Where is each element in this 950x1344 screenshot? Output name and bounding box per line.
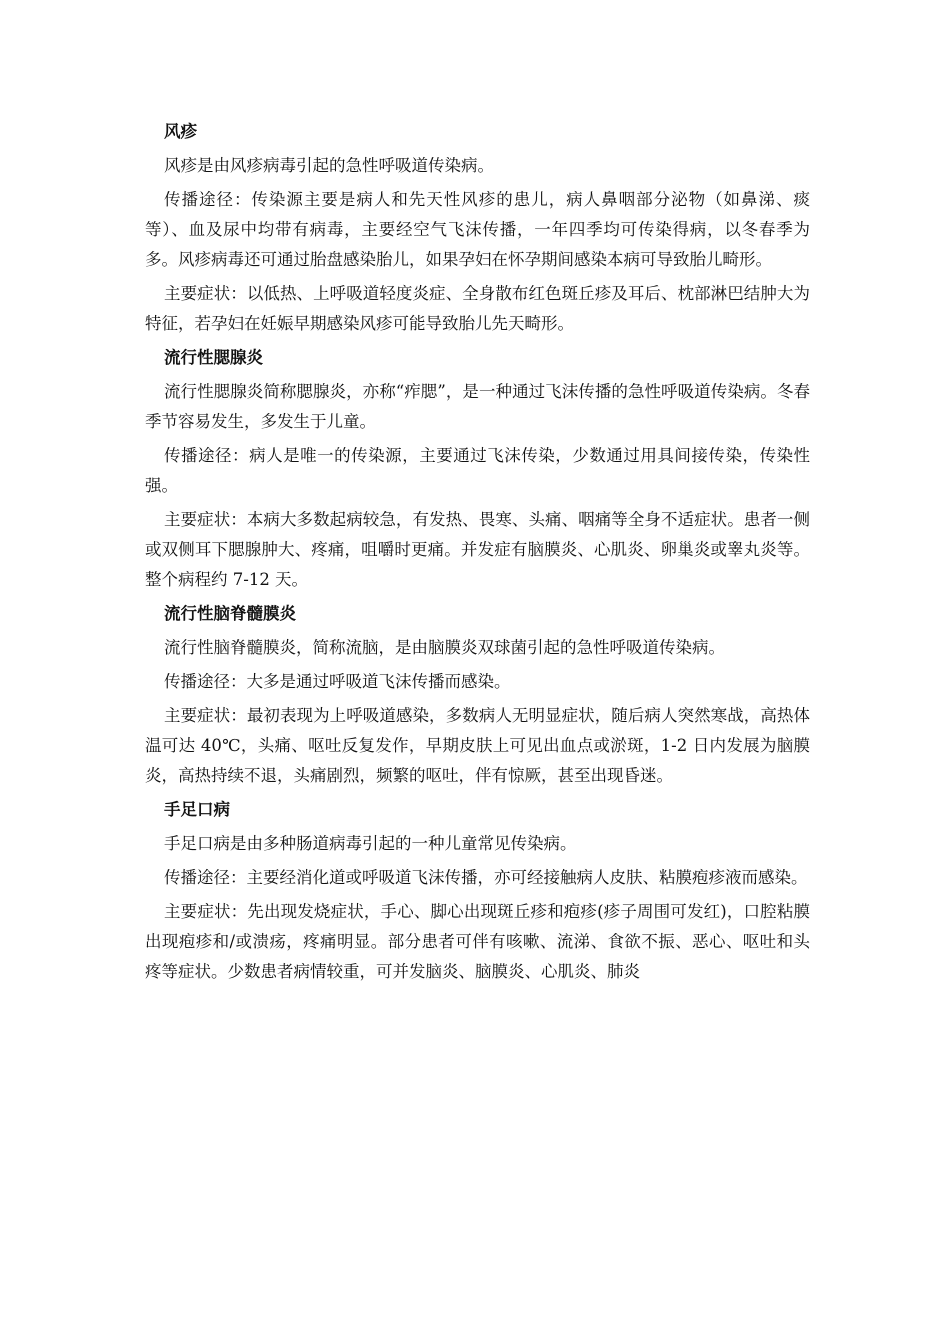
section-intro: 风疹是由风疹病毒引起的急性呼吸道传染病。 (164, 156, 494, 175)
section-rubella (145, 117, 810, 339)
section-intro: 流行性腮腺炎简称腮腺炎，亦称“痄腮”，是一种通过飞沫传播的急性呼吸道传染病。冬春季节容易发生，多发生于儿童。 (145, 382, 810, 431)
section-transmission: 传播途径：主要经消化道或呼吸道飞沫传播，亦可经接触病人皮肤、粘膜疱疹液而感染。 (164, 868, 808, 887)
section-title: 流行性脑脊髓膜炎 (164, 604, 296, 623)
section-title: 流行性腮腺炎 (164, 348, 263, 367)
document-page (145, 117, 810, 991)
section-transmission: 传播途径：大多是通过呼吸道飞沫传播而感染。 (164, 672, 511, 691)
section-intro: 手足口病是由多种肠道病毒引起的一种儿童常见传染病。 (164, 834, 577, 853)
section-symptoms: 主要症状：以低热、上呼吸道轻度炎症、全身散布红色斑丘疹及耳后、枕部淋巴结肿大为特征，若孕妇在妊娠早期感染风疹可能导致胎儿先天畸形。 (145, 284, 810, 333)
section-transmission: 传播途径：病人是唯一的传染源，主要通过飞沫传染，少数通过用具间接传染，传染性强。 (145, 446, 810, 495)
section-intro: 流行性脑脊髓膜炎，简称流脑，是由脑膜炎双球菌引起的急性呼吸道传染病。 (164, 638, 725, 657)
section-symptoms: 主要症状：先出现发烧症状，手心、脚心出现斑丘疹和疱疹(疹子周围可发红)，口腔粘膜出现疱疹和/或溃疡，疼痛明显。部分患者可伴有咳嗽、流涕、食欲不振、恶心、呕吐和头疼等症状。少数患者病情较重，可并发脑炎、脑膜炎、心肌炎、肺炎 (145, 902, 810, 981)
section-title: 手足口病 (164, 800, 230, 819)
section-symptoms: 主要症状：本病大多数起病较急，有发热、畏寒、头痛、咽痛等全身不适症状。患者一侧或双侧耳下腮腺肿大、疼痛，咀嚼时更痛。并发症有脑膜炎、心肌炎、卵巢炎或睾丸炎等。整个病程约 7-12 天。 (145, 510, 810, 589)
section-symptoms: 主要症状：最初表现为上呼吸道感染，多数病人无明显症状，随后病人突然寒战，高热体温可达 40℃，头痛、呕吐反复发作，早期皮肤上可见出血点或淤斑，1-2 日内发展为脑膜炎，高热持续不退，头痛剧烈，频繁的呕吐，伴有惊厥，甚至出现昏迷。 (145, 706, 810, 785)
section-meningitis (145, 599, 810, 791)
section-transmission: 传播途径：传染源主要是病人和先天性风疹的患儿，病人鼻咽部分泌物（如鼻涕、痰等）、血及尿中均带有病毒，主要经空气飞沫传播，一年四季均可传染得病，以冬春季为多。风疹病毒还可通过胎盘感染胎儿，如果孕妇在怀孕期间感染本病可导致胎儿畸形。 (145, 190, 810, 269)
section-mumps (145, 343, 810, 595)
section-hand-foot-mouth (145, 795, 810, 987)
section-title: 风疹 (164, 122, 197, 141)
